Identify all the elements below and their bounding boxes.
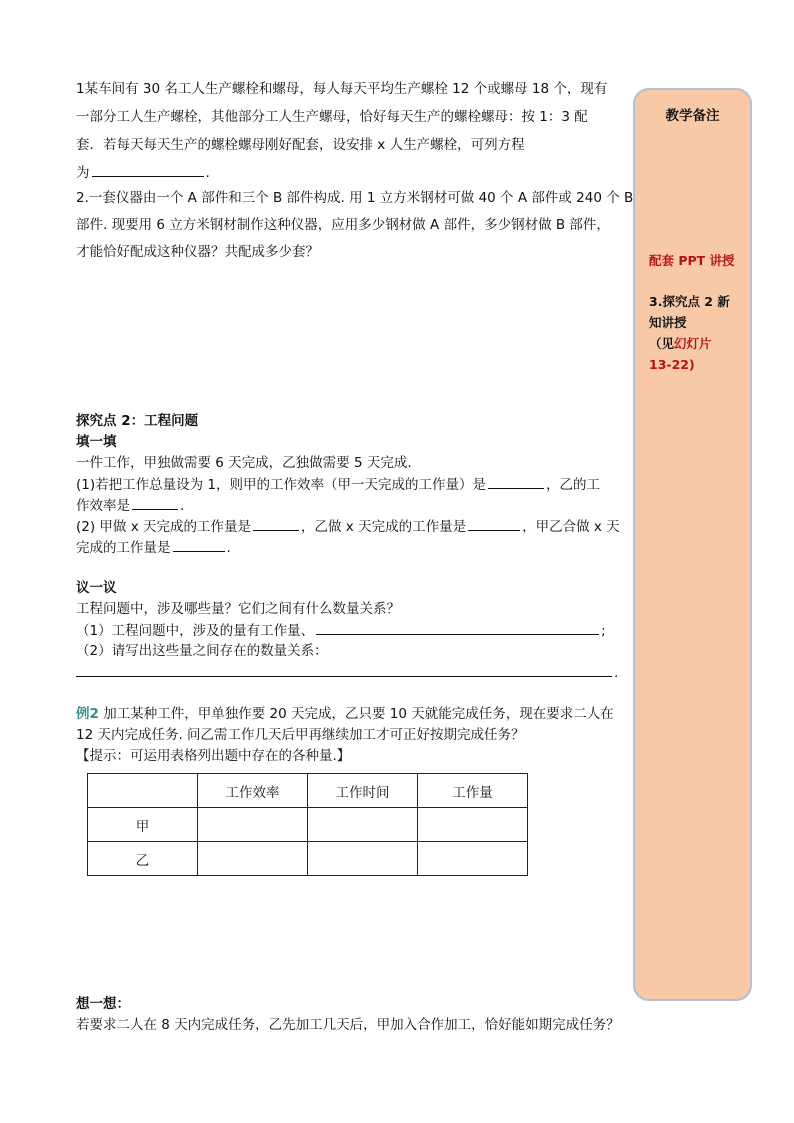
sidebar-title: 教学备注 <box>665 108 720 124</box>
table-row-label: 乙 <box>88 842 198 876</box>
problem2-line3: 才能恰好配成这种仪器？共配成多少套？ <box>76 244 319 260</box>
example-label: 例2 <box>76 706 99 722</box>
table-cell[interactable] <box>418 808 528 842</box>
example2-line2: 12 天内完成任务. 问乙需工作几天后甲再继续加工才可正好按期完成任务？ <box>76 727 525 743</box>
table-header-cell <box>88 774 198 808</box>
table-cell[interactable] <box>198 808 308 842</box>
question2-line2 <box>76 537 231 558</box>
answer-blank[interactable] <box>173 537 225 552</box>
sidebar-slides-prefix: （见 <box>649 336 675 351</box>
sidebar-slides-line1 <box>649 333 712 354</box>
example2-text: 加工某种工件，甲单独作要 20 天完成，乙只要 10 天就能完成任务，现在要求二人在 <box>98 706 614 722</box>
problem1-line2: 一部分工人生产螺栓，其他部分工人生产螺母，恰好每天生产的螺栓螺母：按 1：3 配 <box>76 109 588 125</box>
problem1-line1: 1某车间有 30 名工人生产螺栓和螺母，每人每天平均生产螺栓 12 个或螺母 18 个，现有 <box>76 81 608 97</box>
table-header-cell: 工作时间 <box>308 774 418 808</box>
problem2-line2: 部件. 现要用 6 立方米钢材制作这种仪器，应用多少钢材做 A 部件，多少钢材做 B 部件， <box>76 217 610 233</box>
sidebar-slides-word: 幻灯片 <box>674 336 712 351</box>
table-header-cell: 工作效率 <box>198 774 308 808</box>
problem1-prefix: 为 <box>76 165 90 181</box>
table-row-label: 甲 <box>88 808 198 842</box>
table-cell[interactable] <box>418 842 528 876</box>
answer-blank[interactable] <box>253 516 299 531</box>
sidebar-point-line2: 知讲授 <box>649 315 687 330</box>
question2-line1 <box>76 516 620 537</box>
answer-blank[interactable] <box>76 662 612 677</box>
section-intro: 一件工作，甲独做需要 6 天完成，乙独做需要 5 天完成. <box>76 455 412 471</box>
problem1-line4 <box>76 162 210 183</box>
discuss-q1 <box>76 620 606 641</box>
discuss-answer-line <box>76 662 618 683</box>
question1-text-c: 作效率是 <box>76 498 130 514</box>
think-text: 若要求二人在 8 天内完成任务，乙先加工几天后，甲加入合作加工，恰好能如期完成任务？ <box>76 1017 620 1033</box>
answer-blank[interactable] <box>488 474 544 489</box>
question2-text-d: 完成的工作量是 <box>76 540 171 556</box>
table-header-cell: 工作量 <box>418 774 528 808</box>
problem1-line3: 套．若每天每天生产的螺栓螺母刚好配套，设安排 x 人生产螺栓，可列方程 <box>76 137 525 153</box>
section-heading: 探究点 2：工程问题 <box>76 413 199 429</box>
problem1-suffix: . <box>205 165 210 181</box>
answer-blank[interactable] <box>468 516 520 531</box>
table-cell[interactable] <box>308 842 418 876</box>
table-cell[interactable] <box>198 842 308 876</box>
table-header-row <box>88 774 528 808</box>
discuss-intro: 工程问题中，涉及哪些量？它们之间有什么数量关系？ <box>76 601 400 617</box>
sidebar-ppt-note: 配套 PPT 讲授 <box>649 253 735 268</box>
answer-blank[interactable] <box>92 162 204 177</box>
table-cell[interactable] <box>308 808 418 842</box>
answer-blank[interactable] <box>316 620 599 635</box>
problem2-line1: 2.一套仪器由一个 A 部件和三个 B 部件构成. 用 1 立方米钢材可做 40 个 A 部件或 240 个 B <box>76 190 634 206</box>
question2-text: (2) 甲做 x 天完成的工作量是 <box>76 519 251 535</box>
question1-text-b: ，乙的工 <box>546 477 601 493</box>
question2-text-b: ，乙做 x 天完成的工作量是 <box>301 519 467 535</box>
question2-end: . <box>226 540 231 556</box>
table-row <box>88 842 528 876</box>
sidebar-point-line1: 3.探究点 2 新 <box>649 294 730 309</box>
example2-hint: 【提示：可运用表格列出题中存在的各种量.】 <box>76 748 351 764</box>
sidebar-slides-line2: 13-22) <box>649 357 695 372</box>
table-row <box>88 808 528 842</box>
think-heading: 想一想： <box>76 996 130 1012</box>
discuss-q2-end: . <box>614 665 619 681</box>
teaching-notes-sidebar <box>633 88 752 1001</box>
question1-text: (1)若把工作总量设为 1，则甲的工作效率（甲一天完成的工作量）是 <box>76 477 487 493</box>
fill-heading: 填一填 <box>76 434 117 450</box>
example2-line1 <box>76 704 614 724</box>
answer-blank[interactable] <box>132 495 178 510</box>
question1-end: . <box>180 498 185 514</box>
question1-line1 <box>76 474 600 495</box>
discuss-q1-end: ; <box>601 623 606 639</box>
question2-text-c: ，甲乙合做 x 天 <box>522 519 620 535</box>
discuss-q2: （2）请写出这些量之间存在的数量关系： <box>76 643 328 659</box>
discuss-heading: 议一议 <box>76 580 117 596</box>
work-table <box>87 773 528 876</box>
discuss-q1-text: （1）工程问题中，涉及的量有工作量、 <box>76 623 315 639</box>
question1-line2 <box>76 495 184 516</box>
